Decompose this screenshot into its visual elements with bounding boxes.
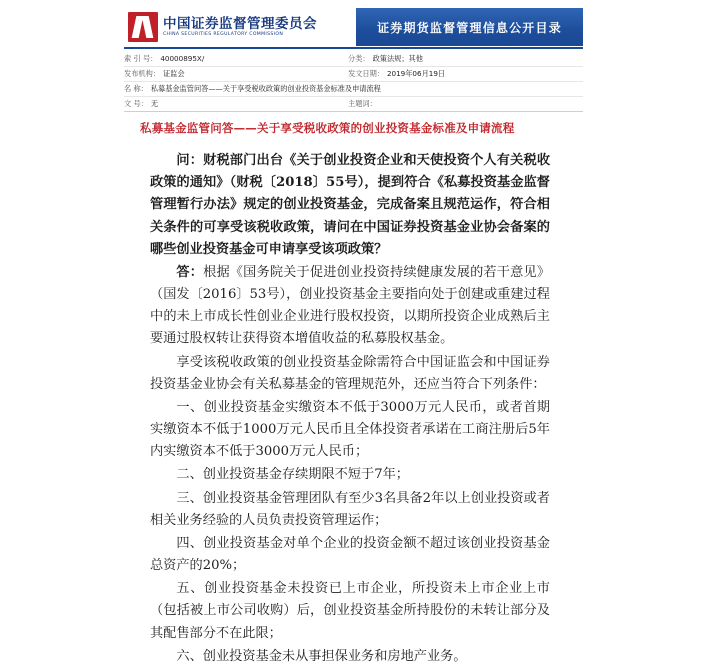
meta-label: 发布机构： bbox=[124, 69, 160, 79]
paragraph-item-5: 五、创业投资基金未投资已上市企业，所投资未上市企业上市（包括被上市公司收购）后，创业投资基金所持股份的未转让部分及其配售部分不在此限； bbox=[150, 581, 550, 641]
meta-value: 无 bbox=[150, 99, 159, 109]
meta-label: 索 引 号： bbox=[124, 54, 158, 64]
meta-label: 主题词： bbox=[348, 99, 377, 109]
meta-label: 名 称： bbox=[124, 84, 148, 94]
table-row bbox=[124, 97, 583, 112]
paragraph-item-3: 三、创业投资基金管理团队有至少3名具备2年以上创业投资或者相关业务经验的人员负责投资管理运作； bbox=[150, 490, 550, 528]
meta-value: 政策法规；其他 bbox=[372, 54, 423, 64]
logo-block bbox=[124, 8, 356, 46]
answer-text: 根据《国务院关于促进创业投资持续健康发展的若干意见》（国发〔2016〕53号），创业投资基金主要指向处于创建或重建过程中的未上市成长性创业企业进行股权投资，以期所投资企业成熟后主要通过股权转让获得资本增值收益的私募股权基金。 bbox=[150, 264, 551, 347]
question-text: 财税部门出台《关于创业投资企业和天使投资个人有关税收政策的通知》（财税〔2018〕55号），提到符合《私募投资基金监督管理暂行办法》规定的创业投资基金，完成备案且规范运作，符合相关条件的可享受该税收政策，请问在中国证券投资基金业协会备案的哪些创业投资基金可申请享受该项政策？ bbox=[150, 153, 551, 257]
paragraph-answer bbox=[150, 262, 550, 351]
logo-title-en: CHINA SECURITIES REGULATORY COMMISSION bbox=[163, 31, 284, 37]
question-lead: 问： bbox=[176, 153, 204, 168]
meta-label: 分类： bbox=[348, 54, 370, 64]
meta-name bbox=[124, 84, 572, 94]
table-row bbox=[124, 67, 583, 82]
meta-docnumber bbox=[124, 99, 348, 109]
csrc-emblem-icon bbox=[128, 12, 158, 42]
banner-right-panel bbox=[356, 8, 583, 46]
paragraph-item-2: 二、创业投资基金存续期限不短于7年； bbox=[176, 467, 409, 483]
meta-value: 2019年06月19日 bbox=[386, 69, 446, 79]
meta-label: 文 号： bbox=[124, 99, 148, 109]
paragraph-question bbox=[150, 150, 550, 261]
meta-index bbox=[124, 54, 348, 64]
page-header-banner bbox=[124, 8, 583, 46]
logo-text-block bbox=[163, 17, 317, 38]
table-row bbox=[124, 82, 583, 97]
document-meta-table bbox=[124, 52, 583, 112]
meta-value: 40000895X/ bbox=[160, 54, 205, 64]
document-body bbox=[150, 150, 550, 669]
meta-category bbox=[348, 54, 572, 64]
header-divider bbox=[124, 47, 583, 49]
meta-label: 发文日期： bbox=[348, 69, 384, 79]
paragraph-item-4: 四、创业投资基金对单个企业的投资金额不超过该创业投资基金总资产的20%； bbox=[150, 535, 550, 574]
logo-title-cn: 中国证券监督管理委员会 bbox=[163, 15, 317, 32]
meta-value: 私募基金监管问答——关于享受税收政策的创业投资基金标准及申请流程 bbox=[150, 84, 381, 94]
meta-value: 证监会 bbox=[162, 69, 185, 79]
meta-keywords bbox=[348, 99, 572, 109]
meta-publisher bbox=[124, 69, 348, 79]
meta-publish-date bbox=[348, 69, 572, 79]
answer-lead: 答： bbox=[176, 264, 204, 280]
table-row bbox=[124, 52, 583, 67]
paragraph-conditions-intro: 享受该税收政策的创业投资基金除需符合中国证监会和中国证券投资基金业协会有关私募基金的管理规范外，还应当符合下列条件： bbox=[150, 354, 550, 392]
paragraph-item-6: 六、创业投资基金未从事担保业务和房地产业务。 bbox=[176, 648, 467, 664]
page-title: 私募基金监管问答——关于享受税收政策的创业投资基金标准及申请流程 bbox=[140, 121, 515, 135]
paragraph-item-1: 一、创业投资基金实缴资本不低于3000万元人民币，或者首期实缴资本不低于1000万元人民币且全体投资者承诺在工商注册后5年内实缴资本不低于3000万元人民币； bbox=[150, 399, 550, 460]
banner-directory-title: 证券期货监督管理信息公开目录 bbox=[377, 20, 562, 35]
